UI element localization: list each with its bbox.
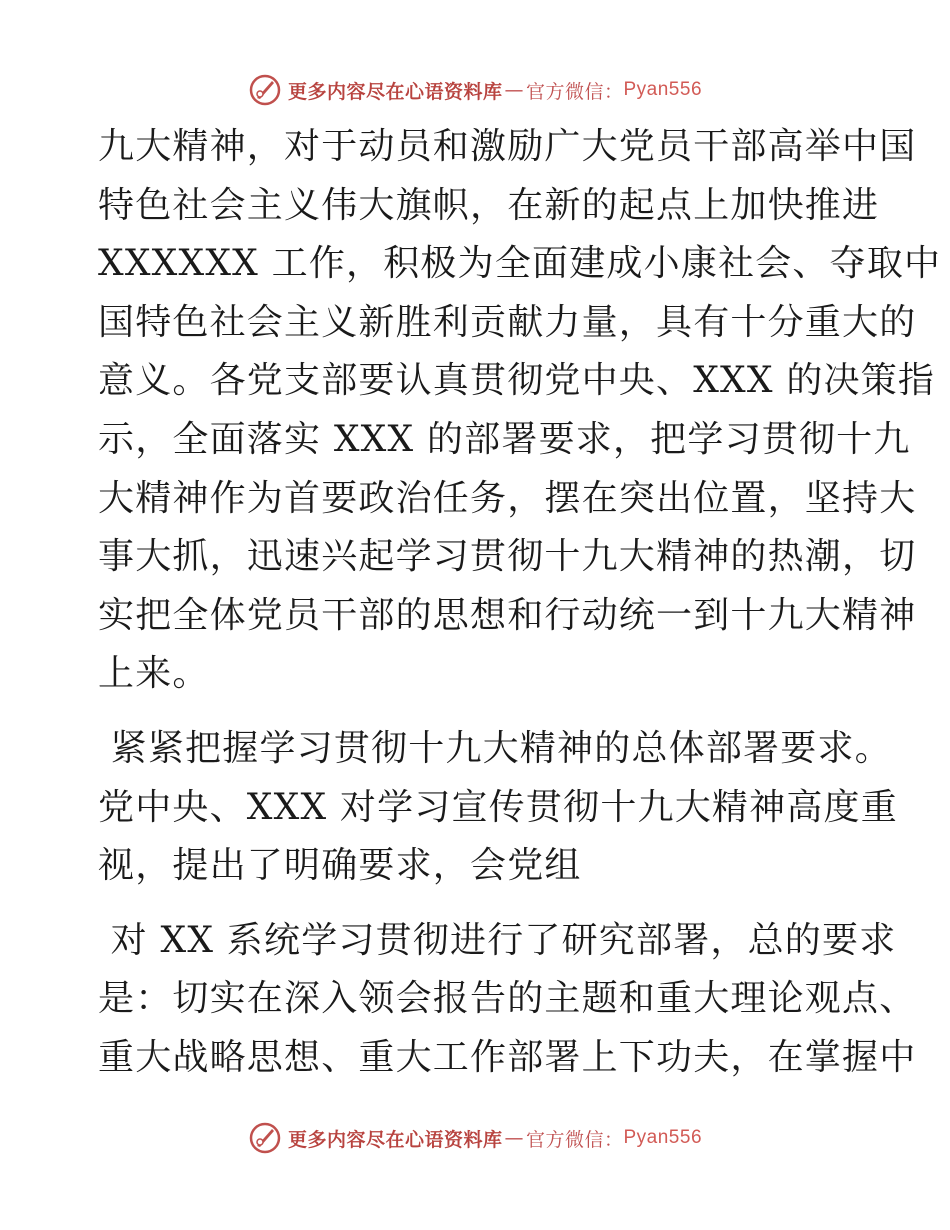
text-line: 对 XX 系统学习贯彻进行了研究部署，总的要求 (98, 919, 897, 961)
text-line: 示，全面落实 XXX 的部署要求，把学习贯彻十九 (98, 418, 911, 460)
quill-logo-icon (248, 1121, 282, 1155)
text-line: 视，提出了明确要求，会党组 (98, 845, 582, 887)
paragraph-gap (98, 896, 858, 912)
text-line: 九大精神，对于动员和激励广大党员干部高举中国 (98, 126, 917, 167)
footer-banner (0, 1118, 950, 1158)
text-line: 国特色社会主义新胜利贡献力量，具有十分重大的 (98, 301, 917, 343)
banner-wechat-label: 官方微信： (525, 1128, 624, 1151)
text-line: 党中央、XXX 对学习宣传贯彻十九大精神高度重 (98, 786, 898, 828)
text-line: XXXXXX 工作，积极为全面建成小康社会、夺取中 (98, 243, 942, 285)
document-body (98, 118, 942, 1088)
banner-wechat-label: 官方微信： (525, 80, 624, 103)
paragraph-gap (98, 704, 858, 720)
paragraph (98, 720, 898, 896)
text-line: 是：切实在深入领会报告的主题和重大理论观点、 (98, 978, 917, 1020)
text-line: 事大抓，迅速兴起学习贯彻十九大精神的热潮，切 (98, 536, 917, 578)
text-line: 大精神作为首要政治任务，摆在突出位置，坚持大 (98, 477, 917, 519)
text-line: 上来。 (98, 653, 210, 695)
paragraph (98, 912, 917, 1088)
header-banner (0, 70, 950, 110)
paragraph (98, 118, 942, 704)
banner-separator: — (504, 1127, 524, 1149)
text-line: 紧紧把握学习贯彻十九大精神的总体部署要求。 (98, 727, 892, 769)
banner-wechat-id: Pyan556 (623, 1127, 703, 1148)
banner-brand: 更多内容尽在心语资料库 (287, 1128, 503, 1151)
text-line: 重大战略思想、重大工作部署上下功夫，在掌握中 (98, 1036, 917, 1078)
banner-brand: 更多内容尽在心语资料库 (287, 80, 503, 103)
text-line: 特色社会主义伟大旗帜，在新的起点上加快推进 (98, 184, 880, 226)
text-line: 意义。各党支部要认真贯彻党中央、XXX 的决策指 (98, 360, 936, 402)
banner-separator: — (504, 79, 524, 101)
text-line: 实把全体党员干部的思想和行动统一到十九大精神 (98, 594, 917, 636)
quill-logo-icon (248, 73, 282, 107)
banner-wechat-id: Pyan556 (623, 79, 703, 100)
